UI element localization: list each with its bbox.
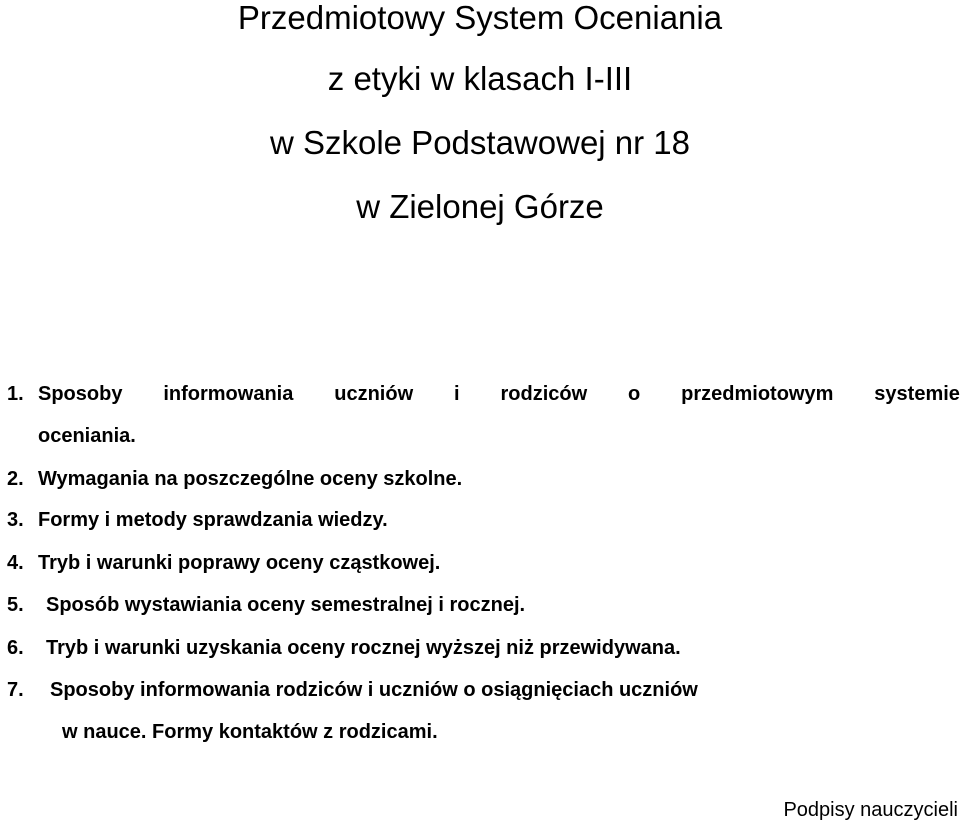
item-number: 7. bbox=[7, 679, 24, 701]
item-number: 4. bbox=[7, 552, 24, 574]
item-word: systemie bbox=[874, 383, 960, 405]
teacher-signatures-label: Podpisy nauczycieli bbox=[783, 799, 958, 821]
item-text: Wymagania na poszczególne oceny szkolne. bbox=[38, 468, 463, 490]
item-word: informowania bbox=[163, 383, 294, 405]
item-word: o bbox=[628, 383, 641, 405]
document-title-line-4: w Zielonej Górze bbox=[356, 188, 604, 225]
item-word: rodziców bbox=[500, 383, 588, 405]
item-number: 6. bbox=[7, 637, 24, 659]
item-number: 2. bbox=[7, 468, 24, 490]
item-text: Sposób wystawiania oceny semestralnej i rocznej. bbox=[46, 594, 526, 616]
item-word: przedmiotowym bbox=[681, 383, 834, 405]
item-text-justified bbox=[38, 383, 960, 406]
item-text: Tryb i warunki uzyskania oceny rocznej wyższej niż przewidywana. bbox=[46, 637, 681, 659]
document-title-line-2: z etyki w klasach I-III bbox=[327, 60, 633, 97]
item-text: Formy i metody sprawdzania wiedzy. bbox=[38, 509, 388, 531]
item-continuation: w nauce. Formy kontaktów z rodzicami. bbox=[62, 721, 438, 743]
item-continuation: oceniania. bbox=[38, 425, 136, 447]
document-title-line-3: w Szkole Podstawowej nr 18 bbox=[269, 124, 691, 161]
document-title-line-1: Przedmiotowy System Oceniania bbox=[237, 0, 723, 36]
item-text: Sposoby informowania rodziców i uczniów o osiągnięciach uczniów bbox=[50, 679, 698, 701]
item-number: 3. bbox=[7, 509, 24, 531]
item-number: 5. bbox=[7, 594, 24, 616]
item-text: Tryb i warunki poprawy oceny cząstkowej. bbox=[38, 552, 441, 574]
item-word: uczniów bbox=[334, 383, 414, 405]
item-word: i bbox=[454, 383, 460, 405]
item-number: 1. bbox=[7, 383, 24, 405]
item-word: Sposoby bbox=[38, 383, 123, 405]
